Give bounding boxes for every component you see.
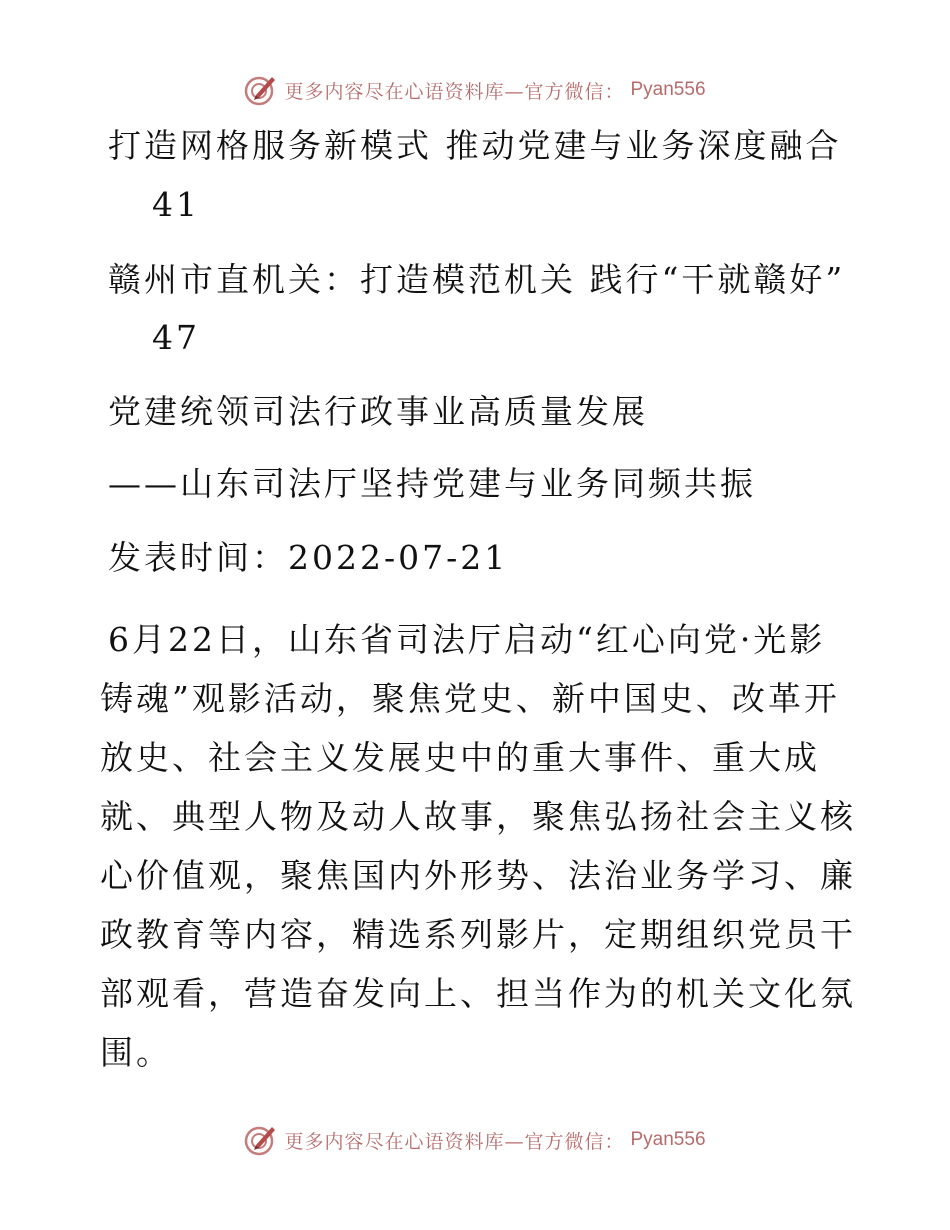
footer-watermark	[0, 1120, 950, 1160]
publish-date: 发表时间：2022-07-21	[108, 538, 509, 577]
watermark-text: 更多内容尽在心语资料库—官方微信：	[284, 1130, 625, 1153]
header-watermark	[0, 70, 950, 110]
pen-logo-icon	[244, 73, 278, 107]
watermark-wechat-id: Pyan556	[630, 1129, 706, 1150]
toc-entry-title: 赣州市直机关：打造模范机关 践行“干就赣好”	[108, 260, 846, 299]
toc-entry-page: 47	[152, 318, 200, 357]
watermark-text: 更多内容尽在心语资料库—官方微信：	[284, 80, 625, 103]
watermark-wechat-id: Pyan556	[630, 79, 706, 100]
pen-logo-icon	[244, 1123, 278, 1157]
article-body: 6月22日，山东省司法厅启动“红心向党·光影铸魂”观影活动，聚焦党史、新中国史、改革开放史、社会主义发展史中的重大事件、重大成就、典型人物及动人故事，聚焦弘扬社会主义核心价值观，聚焦国内外形势、法治业务学习、廉政教育等内容，精选系列影片，定期组织党员干部观看，营造奋发向上、担当作为的机关文化氛围。	[100, 620, 856, 1072]
toc-entry-page: 41	[152, 185, 200, 224]
toc-entry-title: 打造网格服务新模式 推动党建与业务深度融合	[108, 126, 842, 165]
article-title: 党建统领司法行政事业高质量发展	[108, 392, 648, 431]
article-subtitle: ——山东司法厅坚持党建与业务同频共振	[108, 464, 756, 503]
